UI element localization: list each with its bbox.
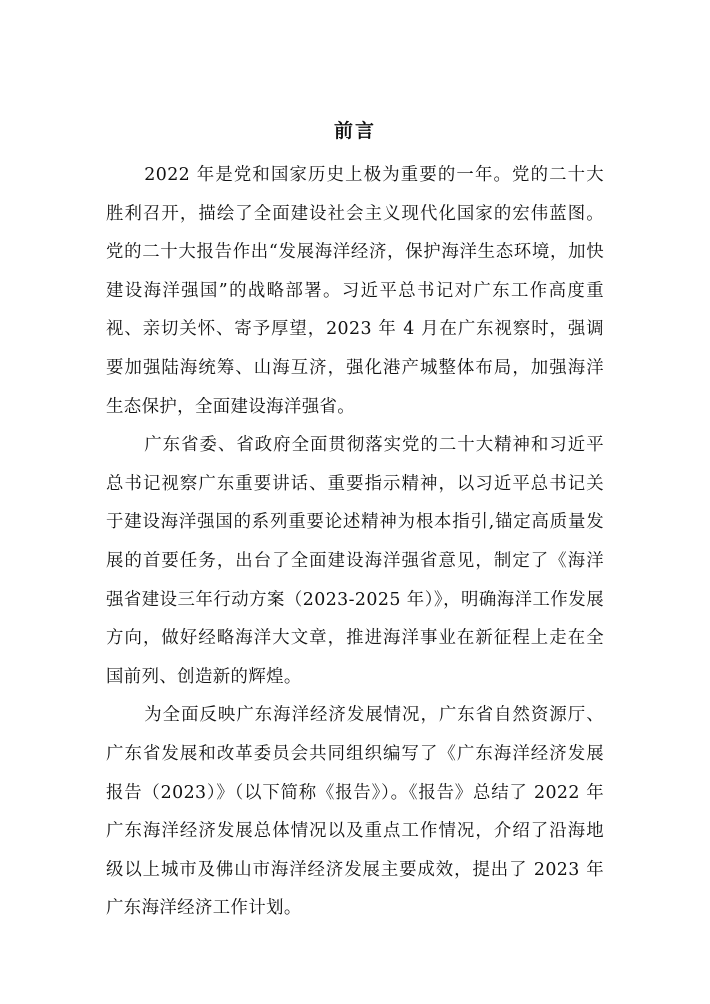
paragraph-1: 2022 年是党和国家历史上极为重要的一年。党的二十大胜利召开，描绘了全面建设社会主义现代化国家的宏伟蓝图。党的二十大报告作出“发展海洋经济，保护海洋生态环境，加快建设海洋强国”的战略部署。习近平总书记对广东工作高度重视、亲切关怀、寄予厚望，2023 年 4 月在广东视察时，强调要加强陆海统筹、山海互济，强化港产城整体布局，加强海洋生态保护，全面建设海洋强省。 xyxy=(106,165,604,417)
paragraph-2: 广东省委、省政府全面贯彻落实党的二十大精神和习近平总书记视察广东重要讲话、重要指示精神，以习近平总书记关于建设海洋强国的系列重要论述精神为根本指引,锚定高质量发展的首要任务，出台了全面建设海洋强省意见，制定了《海洋强省建设三年行动方案（2023-2025 年）》，明确海洋工作发展方向，做好经略海洋大文章，推进海洋事业在新征程上走在全国前列、创造新的辉煌。 xyxy=(106,435,604,687)
body-text xyxy=(106,156,604,928)
paragraph-3: 为全面反映广东海洋经济发展情况，广东省自然资源厅、广东省发展和改革委员会共同组织编写了《广东海洋经济发展报告（2023）》（以下简称《报告》）。《报告》总结了 2022 年广东海洋经济发展总体情况以及重点工作情况，介绍了沿海地级以上城市及佛山市海洋经济发展主要成效，提出了 2023 年广东海洋经济工作计划。 xyxy=(106,705,604,919)
page-title: 前言 xyxy=(333,120,376,142)
